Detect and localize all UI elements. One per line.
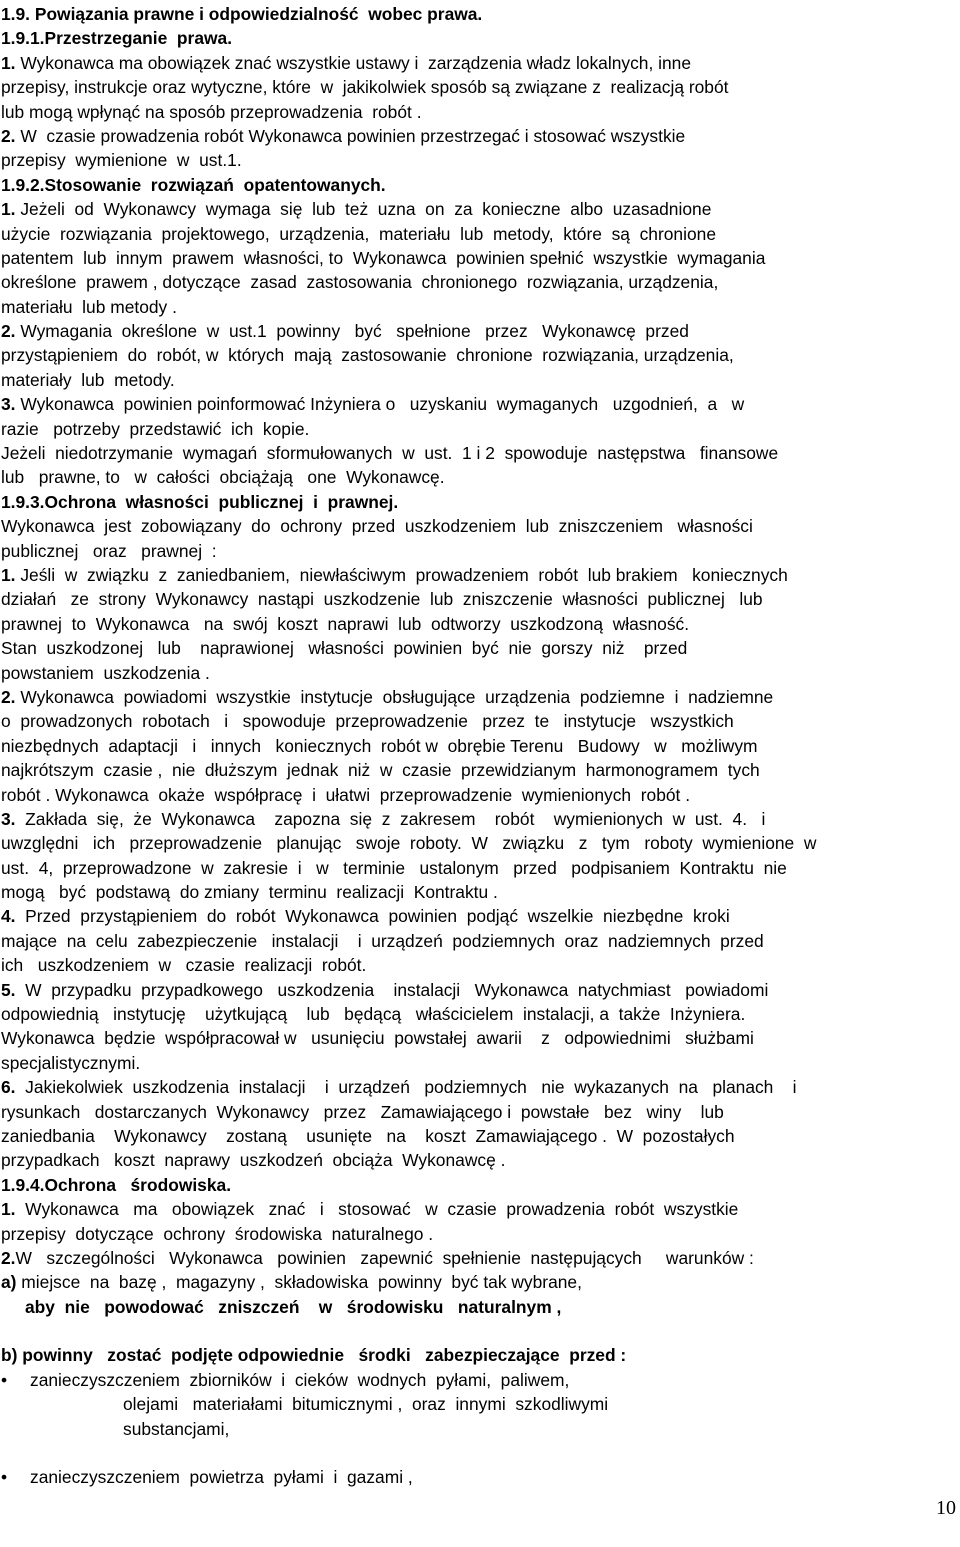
item-number: 5. (1, 979, 16, 1000)
blank-line (1, 1319, 953, 1343)
item-number: 6. (1, 1077, 16, 1098)
line-text: przystąpieniem do robót, w których mają zastosowanie chronione rozwiązania, urządzenia, (1, 345, 734, 366)
section-heading: 1.9.1.Przestrzeganie prawa. (1, 28, 233, 49)
text-line (1, 51, 953, 75)
line-text: Wykonawca ma obowiązek znać wszystkie ustawy i zarządzenia władz lokalnych, inne (15, 52, 691, 73)
text-line (1, 734, 953, 758)
line-text: Jeżeli niedotrzymanie wymagań sformułowanych w ust. 1 i 2 spowoduje następstwa finansowe (1, 443, 779, 464)
line-text: W przypadku przypadkowego uszkodzenia instalacji Wykonawca natychmiast powiadomi (15, 979, 769, 1000)
text-line (1, 953, 953, 977)
line-text: Wykonawca będzie współpracował w usunięciu powstałej awarii z odpowiednimi służbami (1, 1028, 754, 1049)
text-line (1, 1026, 953, 1050)
emphasis-line: aby nie powodować zniszczeń w środowisku naturalnym , (25, 1296, 562, 1317)
line-text: robót . Wykonawca okaże współpracę i ułatwi przeprowadzenie wymienionych robót . (1, 784, 691, 805)
item-number: 2. (1, 321, 16, 342)
bullet-continuation: substancjami, (123, 1418, 230, 1439)
text-line (1, 758, 953, 782)
line-text: publicznej oraz prawnej : (1, 540, 217, 561)
line-text: Zakłada się, że Wykonawca zapozna się z zakresem robót wymienionych w ust. 4. i (15, 808, 766, 829)
line-text: Przed przystąpieniem do robót Wykonawca powinien podjąć wszelkie niezbędne kroki (15, 906, 730, 927)
text-line (1, 685, 953, 709)
text-line (1, 222, 953, 246)
line-text: o prowadzonych robotach i spowoduje przeprowadzenie przez te instytucje wszystkich (1, 711, 734, 732)
text-line (1, 124, 953, 148)
line-text: niezbędnych adaptacji i innych koniecznych robót w obrębie Terenu Budowy w możliwym (1, 735, 758, 756)
text-line (1, 343, 953, 367)
text-line (1, 1148, 953, 1172)
line-text: patentem lub innym prawem własności, to Wykonawca powinien spełnić wszystkie wymagania (1, 247, 766, 268)
text-line (1, 197, 953, 221)
text-line (1, 295, 953, 319)
section-heading: 1.9.2.Stosowanie rozwiązań opatentowanych. (1, 174, 386, 195)
text-line (1, 100, 953, 124)
line-text: najkrótszym czasie , nie dłuższym jednak niż w czasie przewidzianym harmonogramem tych (1, 760, 760, 781)
bullet-item (1, 1465, 953, 1489)
text-line (1, 1051, 953, 1075)
line-text: materiały lub metody. (1, 369, 175, 390)
bullet-item (1, 1368, 953, 1392)
text-line (1, 783, 953, 807)
blank-line (1, 1441, 953, 1465)
line-text: ust. 4, przeprowadzone w zakresie i w terminie ustalonym przed podpisaniem Kontraktu nie (1, 857, 787, 878)
line-text: razie potrzeby przedstawić ich kopie. (1, 418, 310, 439)
text-line (1, 539, 953, 563)
section-heading: b) powinny zostać podjęte odpowiednie środki zabezpieczające przed : (1, 1345, 627, 1366)
item-number: 2. (1, 125, 16, 146)
page-number: 10 (936, 1497, 956, 1519)
text-line (1, 1002, 953, 1026)
text-line (1, 1270, 953, 1294)
item-number: 2. (1, 686, 16, 707)
line-text: Wykonawca powinien poinformować Inżyniera o uzyskaniu wymaganych uzgodnień, a w (15, 394, 745, 415)
line-text: Wymagania określone w ust.1 powinny być spełnione przez Wykonawcę przed (15, 321, 689, 342)
line-text: Wykonawca ma obowiązek znać i stosować w czasie prowadzenia robót wszystkie (15, 1199, 739, 1220)
text-line (1, 441, 953, 465)
text-line (1, 831, 953, 855)
item-number: 3. (1, 808, 16, 829)
item-number: 3. (1, 394, 16, 415)
text-line (1, 392, 953, 416)
item-number: 2. (1, 1247, 16, 1268)
line-text: specjalistycznymi. (1, 1052, 141, 1073)
line-text: mające na celu zabezpieczenie instalacji i urządzeń podziemnych oraz nadziemnych przed (1, 930, 764, 951)
text-line (1, 417, 953, 441)
text-line (1, 856, 953, 880)
line-text: Jeżeli od Wykonawcy wymaga się lub też uzna on za konieczne albo uzasadnione (15, 199, 712, 220)
line-text: powstaniem uszkodzenia . (1, 662, 210, 683)
line-text: lub mogą wpłynąć na sposób przeprowadzenia robót . (1, 101, 422, 122)
item-number: 1. (1, 1199, 16, 1220)
text-line (1, 1197, 953, 1221)
bullet-icon: • (1, 1467, 8, 1488)
text-line (1, 636, 953, 660)
bullet-icon: • (1, 1369, 8, 1390)
item-number: 1. (1, 564, 16, 585)
line-text: lub prawne, to w całości obciążają one Wykonawcę. (1, 467, 445, 488)
text-line (1, 514, 953, 538)
section-heading: 1.9. Powiązania prawne i odpowiedzialność wobec prawa. (1, 4, 483, 24)
document-body (1, 2, 953, 1490)
line-text: W czasie prowadzenia robót Wykonawca powinien przestrzegać i stosować wszystkie (15, 125, 686, 146)
line-text: miejsce na bazę , magazyny , składowiska powinny być tak wybrane, (16, 1272, 582, 1293)
line-text: przepisy dotyczące ochrony środowiska naturalnego . (1, 1223, 434, 1244)
line-text: użycie rozwiązania projektowego, urządzenia, materiału lub metody, które są chronione (1, 223, 716, 244)
text-line (1, 75, 953, 99)
section-heading: 1.9.3.Ochrona własności publicznej i prawnej. (1, 491, 399, 512)
line-text: uwzględni ich przeprowadzenie planując swoje roboty. W związku z tym roboty wymienione w (1, 833, 817, 854)
line-text: materiału lub metody . (1, 296, 177, 317)
line-text: przypadkach koszt naprawy uszkodzeń obciąża Wykonawcę . (1, 1150, 506, 1171)
line-text: Jeśli w związku z zaniedbaniem, niewłaściwym prowadzeniem robót lub brakiem koniecznych (15, 564, 788, 585)
text-line (1, 1100, 953, 1124)
text-line (1, 612, 953, 636)
line-text: prawnej to Wykonawca na swój koszt naprawi lub odtworzy uszkodzoną własność. (1, 613, 690, 634)
item-number: 1. (1, 199, 16, 220)
line-text: Wykonawca jest zobowiązany do ochrony przed uszkodzeniem lub zniszczeniem własności (1, 516, 753, 537)
line-text: określone prawem , dotyczące zasad zastosowania chronionego rozwiązania, urządzenia, (1, 272, 719, 293)
item-number: a) (1, 1272, 17, 1293)
text-line (1, 319, 953, 343)
section-heading: 1.9.4.Ochrona środowiska. (1, 1174, 232, 1195)
line-text: Jakiekolwiek uszkodzenia instalacji i urządzeń podziemnych nie wykazanych na planach i (15, 1077, 797, 1098)
line-text: mogą być podstawą do zmiany terminu realizacji Kontraktu . (1, 882, 498, 903)
line-text: odpowiednią instytucję użytkującą lub będącą właścicielem instalacji, a także Inżyniera. (1, 1004, 746, 1025)
bullet-text: zanieczyszczeniem zbiorników i cieków wodnych pyłami, paliwem, (30, 1369, 570, 1390)
text-line (1, 368, 953, 392)
text-line (1, 709, 953, 733)
text-line (1, 807, 953, 831)
bullet-continuation: olejami materiałami bitumicznymi , oraz innymi szkodliwymi (123, 1394, 609, 1415)
text-line (1, 148, 953, 172)
line-text: Stan uszkodzonej lub naprawionej własności powinien być nie gorszy niż przed (1, 638, 688, 659)
line-text: ich uszkodzeniem w czasie realizacji robót. (1, 955, 367, 976)
text-line (1, 880, 953, 904)
text-line (1, 661, 953, 685)
item-number: 4. (1, 906, 16, 927)
line-text: W szczególności Wykonawca powinien zapewnić spełnienie następujących warunków : (15, 1247, 754, 1268)
bullet-text: zanieczyszczeniem powietrza pyłami i gazami , (30, 1467, 413, 1488)
text-line (1, 587, 953, 611)
text-line (1, 1222, 953, 1246)
line-text: przepisy, instrukcje oraz wytyczne, które w jakikolwiek sposób są związane z realizacją robót (1, 77, 729, 98)
text-line (1, 563, 953, 587)
text-line (1, 246, 953, 270)
text-line (1, 929, 953, 953)
text-line (1, 1246, 953, 1270)
text-line (1, 1075, 953, 1099)
text-line (1, 1124, 953, 1148)
line-text: przepisy wymienione w ust.1. (1, 150, 242, 171)
line-text: rysunkach dostarczanych Wykonawcy przez Zamawiającego i powstałe bez winy lub (1, 1101, 724, 1122)
line-text: Wykonawca powiadomi wszystkie instytucje obsługujące urządzenia podziemne i nadziemne (15, 686, 774, 707)
text-line (1, 904, 953, 928)
item-number: 1. (1, 52, 16, 73)
text-line (1, 465, 953, 489)
text-line (1, 978, 953, 1002)
line-text: działań ze strony Wykonawcy nastąpi uszkodzenie lub zniszczenie własności publicznej lub (1, 589, 763, 610)
line-text: zaniedbania Wykonawcy zostaną usunięte na koszt Zamawiającego . W pozostałych (1, 1125, 735, 1146)
text-line (1, 270, 953, 294)
